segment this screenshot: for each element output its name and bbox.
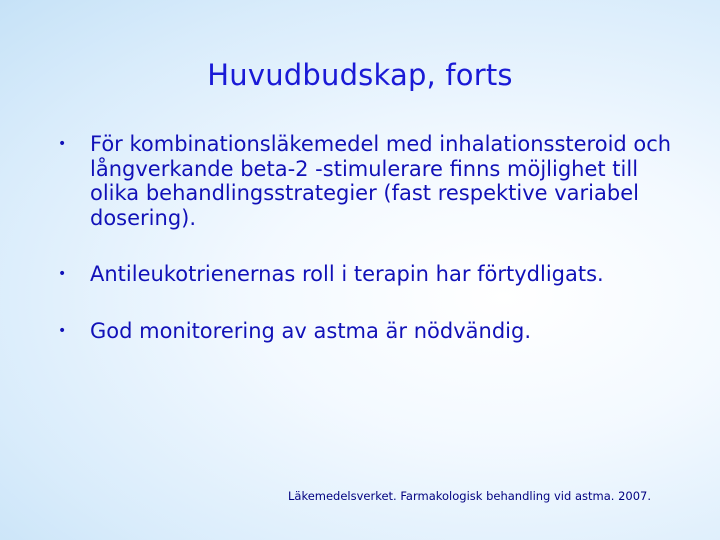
bullet-text-3: God monitorering av astma är nödvändig. (90, 318, 531, 343)
bullet-marker: • (58, 136, 67, 152)
slide-title: Huvudbudskap, forts (207, 58, 513, 92)
bullet-item-1 (58, 132, 678, 230)
bullet-text-1: För kombinationsläkemedel med inhalationssteroid och långverkande beta-2 -stimulerare finns möjlighet till olika behandlingsstrategier (fast respektive variabel dosering). (90, 132, 672, 230)
bullet-text-2: Antileukotrienernas roll i terapin har förtydligats. (90, 262, 604, 286)
bullet-list (58, 132, 678, 343)
bullet-marker: • (58, 266, 67, 282)
bullet-item-2 (58, 262, 678, 287)
bullet-item-3 (58, 319, 678, 344)
bullet-marker: • (58, 322, 67, 339)
footnote-citation: Läkemedelsverket. Farmakologisk behandling vid astma. 2007. (288, 489, 651, 503)
